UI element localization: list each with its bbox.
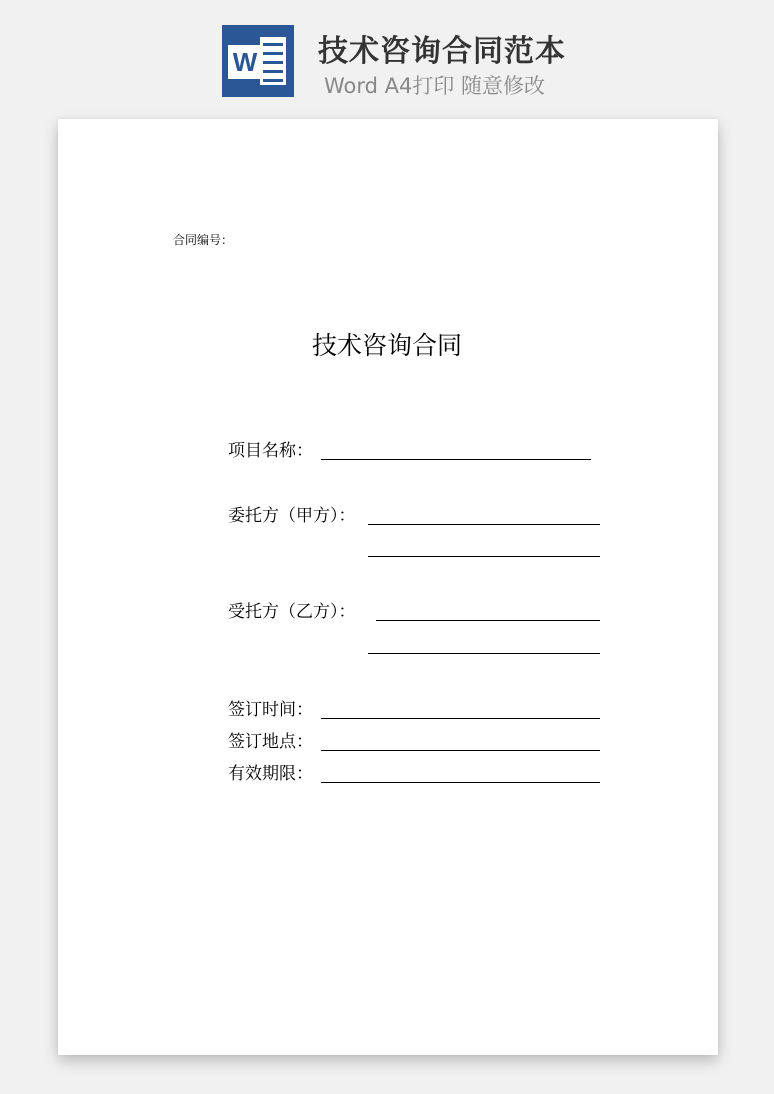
document-title: 技术咨询合同 (311, 331, 462, 360)
header-subtitle: Word A4打印 随意修改 (324, 74, 546, 98)
word-letter: W (228, 45, 262, 79)
client-party-label: 委托方（甲方）： (228, 506, 356, 526)
contractor-party-line-2[interactable] (368, 653, 600, 654)
signing-date-label: 签订时间： (228, 700, 313, 720)
contractor-party-line-1[interactable] (376, 620, 600, 621)
contractor-party-label: 受托方（乙方）： (228, 602, 356, 622)
signing-date-line[interactable] (321, 718, 600, 719)
document-page (58, 119, 718, 1055)
signing-place-label: 签订地点： (228, 732, 313, 752)
word-logo-icon (222, 25, 294, 97)
client-party-line-1[interactable] (368, 524, 600, 525)
header (0, 0, 774, 118)
watermark (90, 470, 115, 499)
client-party-line-2[interactable] (368, 556, 600, 557)
project-name-label: 项目名称： (228, 441, 313, 461)
project-name-line[interactable] (321, 459, 591, 460)
document-lines-icon (260, 37, 286, 85)
contract-number-label: 合同编号： (173, 233, 234, 247)
validity-period-line[interactable] (321, 782, 600, 783)
header-title: 技术咨询合同范本 (318, 34, 566, 69)
validity-period-label: 有效期限： (228, 764, 313, 784)
signing-place-line[interactable] (321, 750, 600, 751)
